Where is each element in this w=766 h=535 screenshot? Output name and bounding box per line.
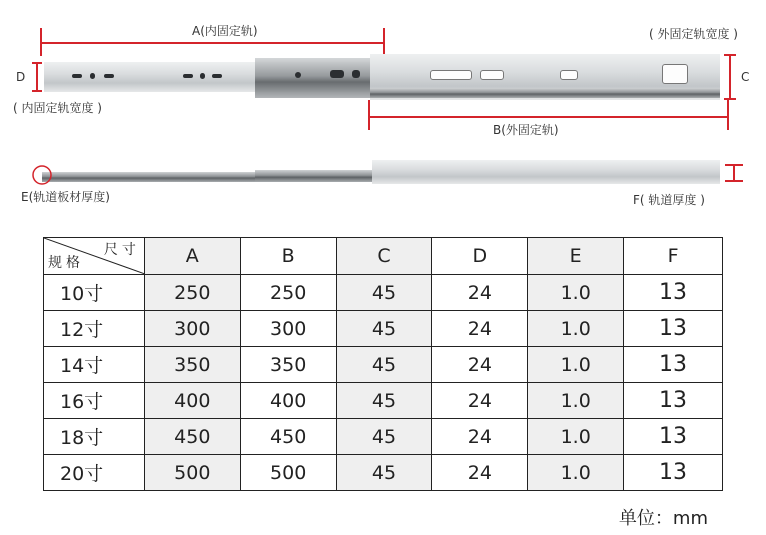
value-cell: 13 — [624, 275, 723, 311]
side-inner-rail — [42, 172, 257, 182]
spec-cell: 18寸 — [44, 419, 145, 455]
value-cell: 450 — [240, 419, 336, 455]
hole — [200, 73, 205, 79]
value-cell: 400 — [240, 383, 336, 419]
value-cell: 13 — [624, 311, 723, 347]
value-cell: 45 — [336, 383, 432, 419]
value-cell: 300 — [144, 311, 240, 347]
end-bracket — [662, 64, 688, 84]
value-cell: 1.0 — [528, 275, 624, 311]
value-cell: 24 — [432, 419, 528, 455]
spec-cell: 20寸 — [44, 455, 145, 491]
value-cell: 24 — [432, 275, 528, 311]
hole — [330, 70, 344, 78]
hole — [295, 72, 301, 78]
hole — [560, 70, 578, 80]
dim-tick-f-top — [725, 164, 743, 166]
table-row — [44, 311, 723, 347]
label-b: B(外固定轨) — [493, 123, 559, 137]
value-cell: 250 — [144, 275, 240, 311]
label-c: C — [741, 70, 750, 84]
table-row — [44, 455, 723, 491]
table-row — [44, 347, 723, 383]
header-e: E — [528, 238, 624, 275]
value-cell: 45 — [336, 311, 432, 347]
value-cell: 1.0 — [528, 419, 624, 455]
table-header-row — [44, 238, 723, 275]
value-cell: 500 — [240, 455, 336, 491]
value-cell: 13 — [624, 347, 723, 383]
value-cell: 45 — [336, 275, 432, 311]
spec-cell: 14寸 — [44, 347, 145, 383]
side-middle-rail — [255, 170, 375, 182]
unit-label: 单位：mm — [618, 508, 708, 529]
circle-marker-icon — [30, 163, 54, 187]
value-cell: 250 — [240, 275, 336, 311]
hole — [72, 74, 82, 78]
side-outer-rail — [372, 160, 720, 184]
value-cell: 1.0 — [528, 383, 624, 419]
value-cell: 350 — [144, 347, 240, 383]
hole — [90, 73, 95, 79]
corner-cell — [44, 238, 145, 275]
dim-tick-d-top — [32, 62, 42, 64]
hole — [430, 70, 472, 80]
spec-cell: 16寸 — [44, 383, 145, 419]
spec-cell: 12寸 — [44, 311, 145, 347]
header-c: C — [336, 238, 432, 275]
value-cell: 24 — [432, 455, 528, 491]
label-inner-width: ( 内固定轨宽度 ) — [13, 101, 102, 115]
value-cell: 400 — [144, 383, 240, 419]
value-cell: 13 — [624, 455, 723, 491]
value-cell: 13 — [624, 419, 723, 455]
hole — [212, 74, 222, 78]
header-a: A — [144, 238, 240, 275]
header-f: F — [624, 238, 723, 275]
value-cell: 1.0 — [528, 347, 624, 383]
hole — [480, 70, 504, 80]
header-b: B — [240, 238, 336, 275]
value-cell: 350 — [240, 347, 336, 383]
value-cell: 300 — [240, 311, 336, 347]
label-d: D — [16, 70, 26, 84]
dim-line-d — [36, 62, 38, 92]
spec-cell: 10寸 — [44, 275, 145, 311]
label-a: A(内固定轨) — [192, 24, 258, 38]
hole — [352, 70, 360, 78]
dim-tick-f-bottom — [725, 180, 743, 182]
dim-tick-b-left — [368, 100, 370, 130]
value-cell: 450 — [144, 419, 240, 455]
dim-tick-d-bottom — [32, 90, 42, 92]
corner-bottom-label: 规格 — [48, 255, 84, 271]
value-cell: 13 — [624, 383, 723, 419]
label-outer-width: ( 外固定轨宽度 ) — [649, 27, 738, 41]
dim-tick-a-right — [383, 28, 385, 56]
header-d: D — [432, 238, 528, 275]
dim-tick-c-bottom — [724, 98, 736, 100]
value-cell: 45 — [336, 347, 432, 383]
label-f: F( 轨道厚度 ) — [633, 193, 705, 207]
dim-line-b — [368, 116, 729, 118]
dim-tick-a-left — [40, 28, 42, 56]
value-cell: 500 — [144, 455, 240, 491]
value-cell: 1.0 — [528, 311, 624, 347]
dim-tick-c-top — [724, 54, 736, 56]
spec-table — [43, 237, 723, 491]
hole — [104, 74, 114, 78]
table-row — [44, 419, 723, 455]
value-cell: 45 — [336, 419, 432, 455]
hole — [183, 74, 193, 78]
dim-line-c — [729, 54, 731, 100]
label-e: E(轨道板材厚度) — [21, 190, 110, 204]
value-cell: 1.0 — [528, 455, 624, 491]
corner-top-label: 尺寸 — [103, 242, 140, 258]
dim-line-a — [40, 42, 385, 44]
value-cell: 24 — [432, 347, 528, 383]
outer-rail-edge — [370, 88, 720, 98]
table-row — [44, 275, 723, 311]
dim-tick-b-right — [727, 100, 729, 130]
value-cell: 24 — [432, 311, 528, 347]
value-cell: 45 — [336, 455, 432, 491]
table-row — [44, 383, 723, 419]
value-cell: 24 — [432, 383, 528, 419]
